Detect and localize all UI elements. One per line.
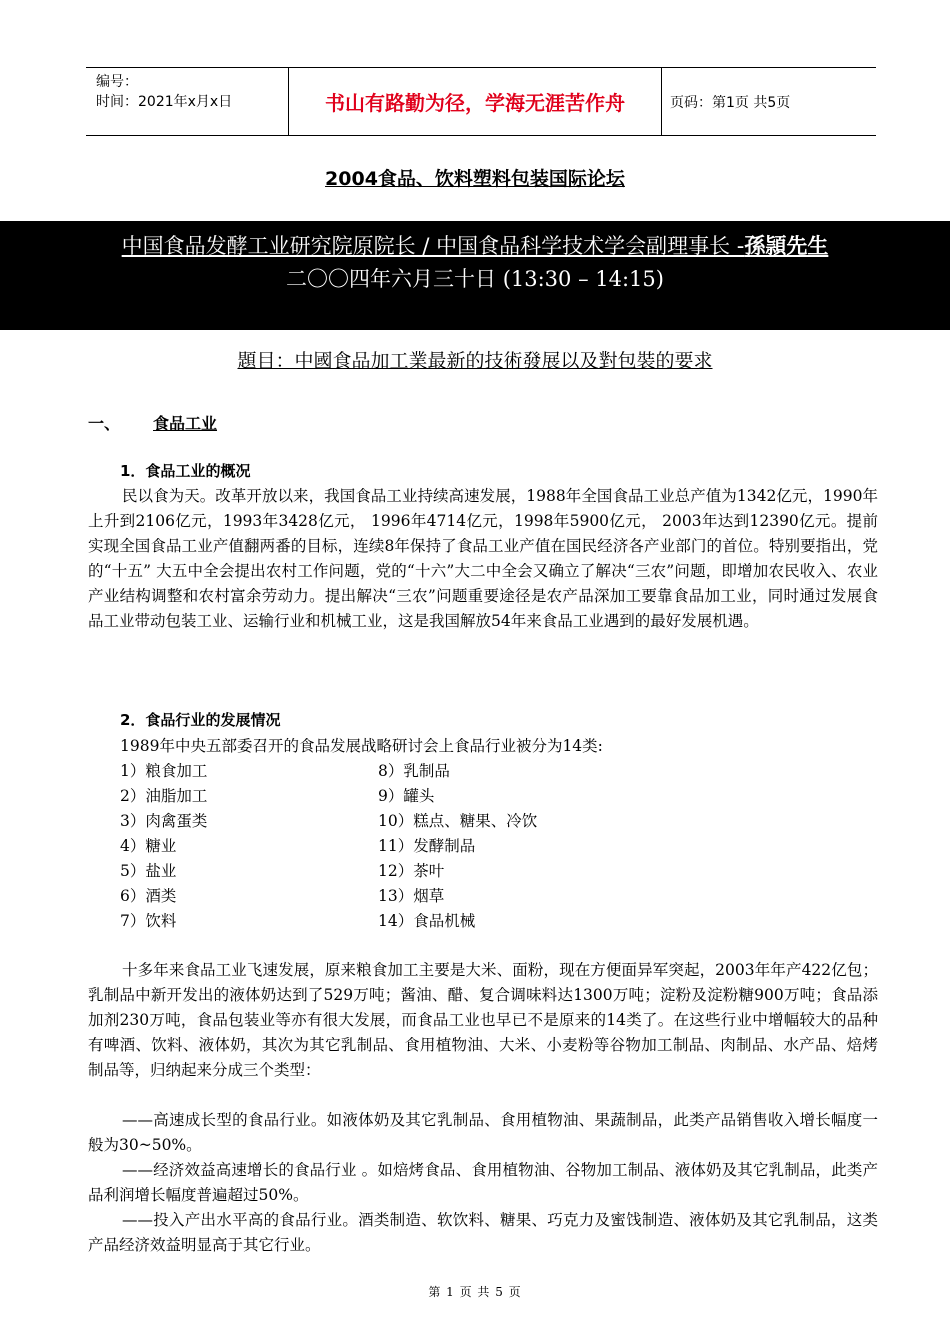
list-item: 2）油脂加工 9）罐头	[120, 787, 435, 805]
list-item: 3）肉禽蛋类 10）糕点、糖果、冷饮	[120, 812, 538, 830]
list-item: 4）糖业 11）发酵制品	[120, 837, 476, 855]
page-footer: 第 1 页 共 5 页	[428, 1285, 522, 1299]
speaker-affiliation: 中国食品发酵工业研究院原院长 / 中国食品科学技术学会副理事长 -	[121, 234, 745, 258]
section-heading	[88, 411, 217, 434]
type-3-paragraph: ——投入产出水平高的食品行业。酒类制造、软饮料、糖果、巧克力及蜜饯制造、液体奶及其它乳制品，这类产品经济效益明显高于其它行业。	[88, 1211, 878, 1254]
header-motto: 书山有路勤为径，学海无涯苦作舟	[288, 68, 662, 135]
section-title: 食品工业	[153, 414, 218, 433]
conference-title: 2004食品、饮料塑料包装国际论坛	[325, 168, 625, 190]
topic-title: 題目：中國食品加工業最新的技術發展以及對包裝的要求	[237, 350, 713, 372]
speech-date: 二〇〇四年六月三十日 (13:30 – 14:15)	[286, 267, 664, 291]
list-item: 5）盐业 12）茶叶	[120, 862, 445, 880]
list-item: 1）粮食加工 8）乳制品	[120, 762, 450, 780]
speaker-name: 孫頴先生	[744, 234, 829, 258]
subsection-1-title: 1．食品工业的概况	[120, 462, 251, 480]
type-1-paragraph: ——高速成长型的食品行业。如液体奶及其它乳制品、食用植物油、果蔬制品，此类产品销售收入增长幅度一般为30~50%。	[88, 1111, 878, 1154]
speaker-banner	[0, 221, 950, 330]
subsection-2-intro: 1989年中央五部委召开的食品发展战略研讨会上食品行业被分为14类:	[120, 737, 603, 755]
list-item: 6）酒类 13）烟草	[120, 887, 445, 905]
speaker-line	[0, 230, 950, 260]
page-header	[86, 67, 876, 136]
header-meta	[96, 72, 232, 112]
list-item: 7）饮料 14）食品机械	[120, 912, 476, 930]
type-2-paragraph: ——经济效益高速增长的食品行业 。如焙烤食品、食用植物油、谷物加工制品、液体奶及其它乳制品，此类产品利润增长幅度普遍超过50%。	[88, 1161, 878, 1204]
serial-label: 编号：	[96, 74, 138, 90]
subsection-1-paragraph: 民以食为天。改革开放以来，我国食品工业持续高速发展，1988年全国食品工业总产值为1342亿元，1990年上升到2106亿元，1993年3428亿元， 1996年4714亿元，1998年5900亿元， 2003年达到12390亿元。提前实现全国食品工业产值翻两番的目标，连续8年保持了食品工业产值在国民经济各产业部门的首位。特别要指出，党的“十五” 大五中全会提出农村工作问题，党的“十六”大二中全会又确立了解决“三农”问题，即增加农民收入、农业产业结构调整和农村富余劳动力。提出解决“三农”问题重要途径是农产品深加工要靠食品加工业，同时通过发展食品工业带动包装工业、运输行业和机械工业，这是我国解放54年来食品工业遇到的最好发展机遇。	[88, 487, 878, 630]
header-page-label: 页码：第1页 共5页	[670, 94, 791, 111]
development-paragraph: 十多年来食品工业飞速发展，原来粮食加工主要是大米、面粉，现在方便面异军突起，2003年年产422亿包；乳制品中新开发出的液体奶达到了529万吨；酱油、醋、复合调味料达1300万吨；淀粉及淀粉糖900万吨；食品添加剂230万吨，食品包装业等亦有很大发展，而食品工业也早已不是原来的14类了。在这些行业中增幅较大的品种有啤酒、饮料、液体奶，其次为其它乳制品、食用植物油、大米、小麦粉等谷物加工制品、肉制品、水产品、焙烤制品等，归纳起来分成三个类型：	[88, 961, 878, 1079]
category-list	[120, 759, 678, 934]
section-number: 一、	[88, 414, 121, 433]
subsection-2-title: 2．食品行业的发展情况	[120, 711, 281, 729]
time-label: 时间：2021年x月x日	[96, 94, 233, 110]
